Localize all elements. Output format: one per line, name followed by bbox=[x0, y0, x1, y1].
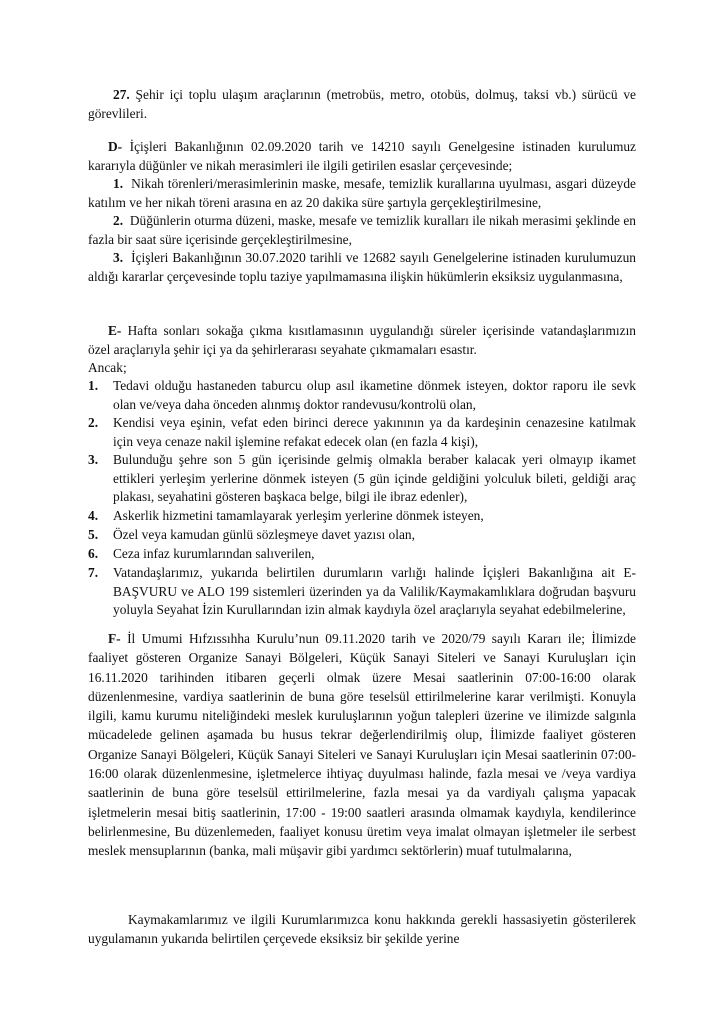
section-e-label: E- bbox=[108, 323, 122, 338]
item-number: 2. bbox=[113, 213, 124, 228]
item-number: 27. bbox=[113, 87, 130, 102]
item-text: Ceza infaz kurumlarından salıverilen, bbox=[113, 546, 315, 561]
section-d-intro bbox=[88, 138, 636, 175]
item-text: İçişleri Bakanlığının 30.07.2020 tarihli ve 12682 sayılı Genelgelerine istinaden kurulumuzun aldığı kararlar çerçevesinde toplu taziye yapılmamasına ilişkin hükümlerin eksiksiz uygulanmasına, bbox=[88, 250, 636, 284]
item-text: Düğünlerin oturma düzeni, maske, mesafe ve temizlik kuralları ile nikah merasimi şeklinde en fazla bir saat süre içerisinde gerçekleştirilmesine, bbox=[88, 213, 636, 247]
item-text-block bbox=[88, 249, 636, 286]
closing-text: Kaymakamlarımız ve ilgili Kurumlarımızca konu hakkında gerekli hassasiyetin gösterilerek uygulamanın yukarıda belirtilen çerçevede eksiksiz bir şekilde yerine bbox=[88, 912, 636, 946]
item-text-block bbox=[88, 212, 636, 249]
closing-paragraph bbox=[88, 911, 636, 948]
item-number: 1. bbox=[113, 176, 124, 191]
item-number: 4. bbox=[88, 508, 99, 523]
item-number: 3. bbox=[113, 250, 124, 265]
item-text: Şehir içi toplu ulaşım araçlarının (metrobüs, metro, otobüs, dolmuş, taksi vb.) sürücü ve görevlileri. bbox=[88, 87, 636, 121]
item-text: Tedavi olduğu hastaneden taburcu olup asıl ikametine dönmek isteyen, doktor raporu ile sevk olan ve/veya daha önceden alınmış doktor randevusu/kontrolü olan, bbox=[113, 378, 636, 412]
section-e-intro-text: Hafta sonları sokağa çıkma kısıtlamasının uygulandığı süreler içerisinde vatandaşlarımızın özel araçlarıyla şehir içi ya da şehirlerarası seyahate çıkmamaları esastır. bbox=[88, 323, 636, 357]
item-text: Nikah törenleri/merasimlerinin maske, mesafe, temizlik kurallarına uyulması, asgari düzeyde katılım ve her nikah töreni arasına en az 20 dakika süre şartıyla gerçekleştirilmesine, bbox=[88, 176, 636, 210]
item-number: 2. bbox=[88, 415, 99, 430]
item-text: Vatandaşlarımız, yukarıda belirtilen durumların varlığı halinde İçişleri Bakanlığına ait E-BAŞVURU ve ALO 199 sistemleri üzerinden ya da Valilik/Kaymakamlıklara doğrudan başvuru yoluyla Seyahat İzin Kurullarından izin almak kaydıyla özel araçlarıyla seyahat edebilmelerine, bbox=[113, 565, 636, 618]
section-f-paragraph bbox=[88, 629, 636, 861]
item-number: 1. bbox=[88, 378, 99, 393]
item-27-text bbox=[88, 86, 636, 123]
item-text: Askerlik hizmetini tamamlayarak yerleşim yerlerine dönmek isteyen, bbox=[113, 508, 484, 523]
item-text: Özel veya kamudan günlü sözleşmeye davet yazısı olan, bbox=[113, 527, 415, 542]
item-text: Kendisi veya eşinin, vefat eden birinci derece yakınının ya da kardeşinin cenazesine katılmak için veya cenaze nakil işlemine refakat edecek olan (en fazla 4 kişi), bbox=[113, 415, 636, 449]
item-number: 3. bbox=[88, 452, 99, 467]
section-e-intro bbox=[88, 322, 636, 378]
item-number: 5. bbox=[88, 527, 99, 542]
item-number: 7. bbox=[88, 565, 99, 580]
section-f-label: F- bbox=[108, 631, 121, 646]
section-d-intro-text: İçişleri Bakanlığının 02.09.2020 tarih ve 14210 sayılı Genelgesine istinaden kurulumuz kararıyla düğünler ve nikah merasimleri ile ilgili getirilen esaslar çerçevesinde; bbox=[88, 139, 636, 173]
section-d-label: D- bbox=[108, 139, 123, 154]
item-text: Bulunduğu şehre son 5 gün içerisinde gelmiş olmakla beraber kalacak yeri olmayıp ikamet ettikleri yerleşim yerlerine dönmek isteyen (5 gün içinde geldiğini yolculuk bileti, geldiği araç plakası, seyahatini gösteren başkaca belge, bilgi ile ibraz edenler), bbox=[113, 452, 636, 505]
item-text-block bbox=[88, 175, 636, 212]
section-f-text: İl Umumi Hıfzıssıhha Kurulu’nun 09.11.2020 tarih ve 2020/79 sayılı Kararı ile; İlimizde faaliyet gösteren Organize Sanayi Bölgeleri, Küçük Sanayi Siteleri ve Sanayi Kuruluşları için 16.11.2020 tarihinden itibaren geçerli olmak üzere Mesai saatlerinin 07:00-16:00 olarak düzenlenmesine, vardiya saatlerinin de buna göre teselsül ettirilmelerine karar verilmişti. Konuyla ilgili, kamu kurumu niteliğindeki meslek kuruluşlarının yoğun talepleri üzerine ve ilimizde salgınla mücadelede gelinen aşamada bu husus tekrar değerlendirilmiş olup, İlimizde faaliyet gösteren Organize Sanayi Bölgeleri, Küçük Sanayi Siteleri ve Sanayi Kuruluşları için Mesai saatlerinin 07:00- 16:00 olarak düzenlenmesine, işletmelerce ihtiyaç duyulması halinde, fazla mesai ve /veya vardiya saatlerinin de buna göre teselsül ettirilmelerine, fazla mesai ya da vardiyalı çalışma yapacak işletmelerin mesai bitiş saatlerinin, 17:00 - 19:00 saatleri arasında olmamak kaydıyla, kendilerince belirlenmesine, Bu düzenlemeden, faaliyet konusu üretim veya imalat olmayan işletmeler ile serbest meslek mensuplarının (banka, mali müşavir gibi yardımcı sektörlerin) muaf tutulmalarına, bbox=[88, 631, 636, 859]
section-e-ancak: Ancak; bbox=[88, 360, 127, 376]
item-number: 6. bbox=[88, 546, 99, 561]
